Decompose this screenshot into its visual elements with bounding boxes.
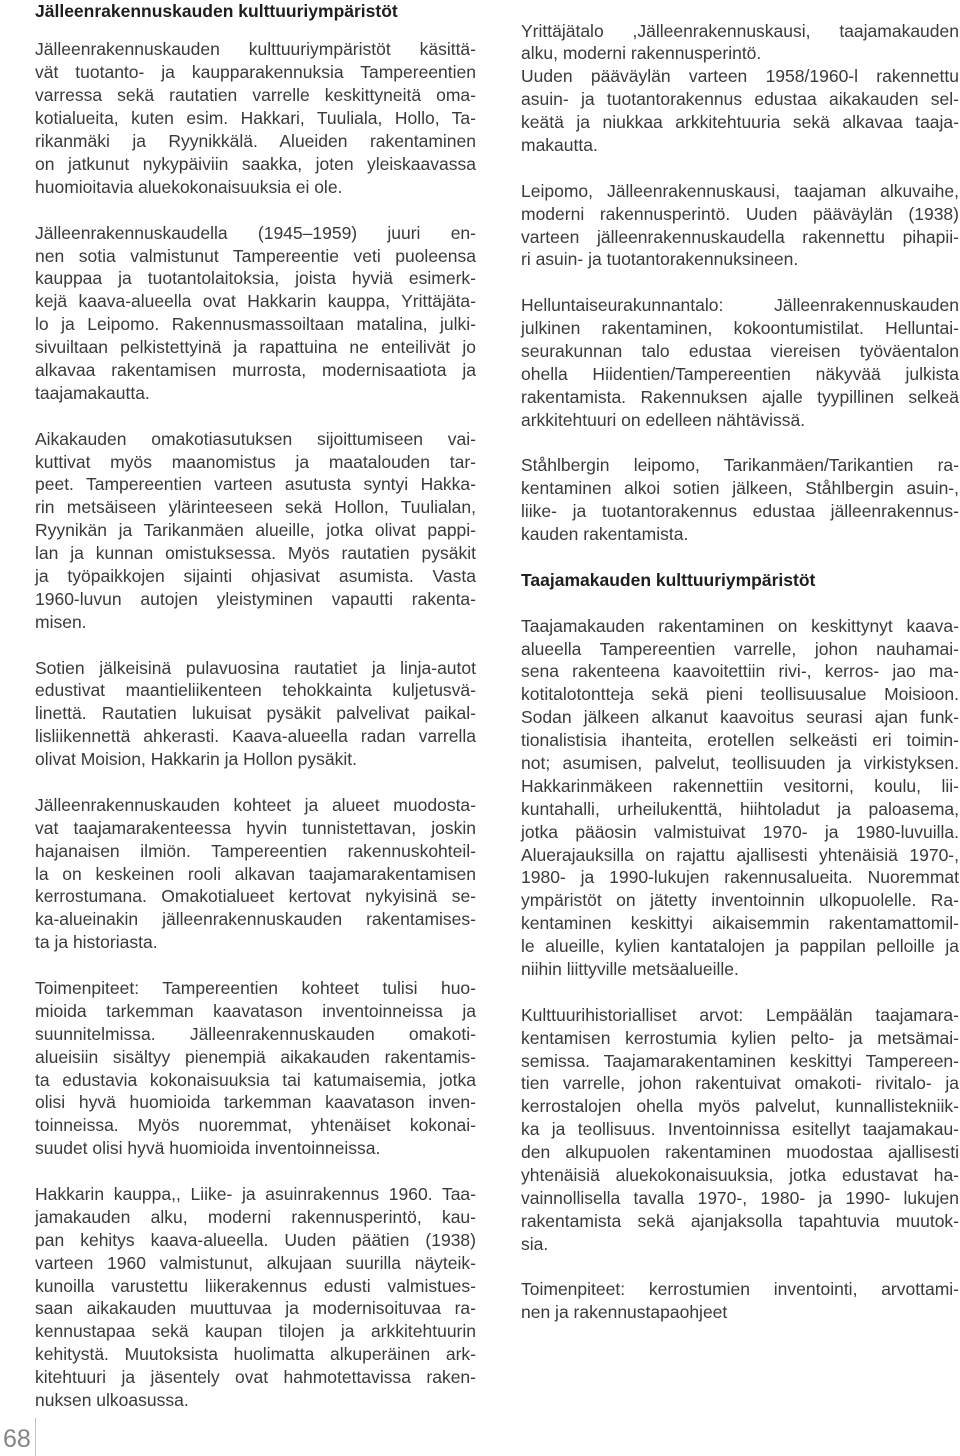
text-line: nen ja rakennustapaohjeet <box>521 1302 728 1323</box>
text-line: ympäristöt on jätetty inventoinnin ulkopuolelle. Ra- <box>521 890 959 911</box>
text-line: ka-alueinakin jälleenrakennuskauden rakentamises- <box>35 909 476 930</box>
text-line: 1960-luvun autojen yleistyminen vapautti rakenta- <box>35 588 476 609</box>
paragraph <box>521 615 959 981</box>
paragraph <box>35 657 476 771</box>
text-line: misen. <box>35 611 87 632</box>
text-line: varteen jälleenrakennuskaudella rakennettu pihapii- <box>521 226 959 247</box>
text-line: kotitalotontteja sekä pieni teollisuusalue Moisioon. <box>521 684 959 705</box>
text-line: kitehtuuri ja jäsentely ovat hahmotettavissa raken- <box>35 1367 476 1388</box>
text-line: peet. Tampereentien varteen asutusta syntyi Hakka- <box>35 474 476 495</box>
text-line: semissa. Taajamarakentaminen keskittyi Tampereen- <box>521 1050 959 1071</box>
text-line: mioida tarkemman kaavatason inventoinneissa ja <box>35 1000 476 1021</box>
text-line: huomioitavia aluekokonaisuuksia ei ole. <box>35 176 343 197</box>
text-line: toinneissa. Myös nuoremmat, yhtenäiset kokonai- <box>35 1115 476 1136</box>
text-line: Ståhlbergin leipomo, Tarikanmäen/Tarikantien ra- <box>521 455 959 476</box>
text-line: kennustapaa sekä kaupan tilojen ja arkkitehtuurin <box>35 1321 476 1342</box>
text-line: lisliikennettä ahkerasti. Kaava-alueella radan varrella <box>35 726 476 747</box>
text-line: Taajamakauden rakentaminen on keskittynyt kaava- <box>521 615 959 636</box>
text-line: on jatkunut nykypäiviin saakka, joten yleiskaavassa <box>35 153 476 174</box>
paragraph <box>521 1004 959 1256</box>
text-line: pan kehitys kaava-alueella. Uuden päätien (1938) <box>35 1229 476 1250</box>
text-line: makautta. <box>521 134 598 155</box>
right-column <box>521 20 959 1348</box>
text-line: yhtenäisiä aluekokonaisuuksia, jotka edustavat ha- <box>521 1165 959 1186</box>
text-line: Aluerajauksilla on rajattu ajallisesti yhtenäisiä 1970-, <box>521 844 959 865</box>
text-line: linettä. Rautatien lukuisat pysäkit palvelivat paikal- <box>35 703 476 724</box>
text-line: nuksen ulkoasussa. <box>35 1390 189 1411</box>
text-line: taajamakautta. <box>35 382 150 403</box>
text-line: Kulttuurihistorialliset arvot: Lempäälän taajamara- <box>521 1004 959 1025</box>
text-line: alkavaa rakentamisen murrosta, modernisaatiota ja <box>35 359 476 380</box>
text-line: vainnollisella tavalla 1970-, 1980- ja 1990- lukujen <box>521 1187 959 1208</box>
text-line: Sotien jälkeisinä pulavuosina rautatiet ja linja-autot <box>35 657 476 678</box>
text-line: kotialueita, kuten esim. Hakkari, Tuuliala, Hollo, Ta- <box>35 108 476 129</box>
text-line: olisi hyvä huomioida tarkemman kaavatason inven- <box>35 1092 476 1113</box>
text-line: nen sotia valmistunut Tampereentie veti puoleensa <box>35 245 476 266</box>
text-line: olivat Moision, Hakkarin ja Hollon pysäkit. <box>35 749 357 770</box>
text-line: vat taajamarakenteessa hyvin tunnistettavan, joskin <box>35 817 476 838</box>
text-line: suunnitelmissa. Jälleenrakennuskauden omakoti- <box>35 1023 476 1044</box>
text-line: kuttivat myös maanomistus ja maatalouden tar- <box>35 451 476 472</box>
text-line: lan ja kunnan omistuksessa. Myös rautatien pysäkit <box>35 543 476 564</box>
text-line: Jälleenrakennuskauden kohteet ja alueet muodosta- <box>35 794 476 815</box>
text-line: ri asuin- ja tuotantorakennuksineen. <box>521 249 799 270</box>
text-line: jamakauden alku, moderni rakennusperintö, kau- <box>35 1206 476 1227</box>
text-line: Yrittäjätalo ,Jälleenrakennuskausi, taajamakauden <box>521 20 959 41</box>
text-line: jotka pääosin valmistuivat 1970- ja 1980-luvuilla. <box>521 821 959 842</box>
paragraph <box>521 454 959 546</box>
text-line: la on keskeinen rooli alkavan taajamarakentamisen <box>35 863 476 884</box>
text-line: ja työpaikkojen sijainti ohjasivat asumista. Vasta <box>35 565 476 586</box>
text-line: Aikakauden omakotiasutuksen sijoittumiseen vai- <box>35 428 476 449</box>
left-column <box>35 0 476 1435</box>
paragraph <box>35 38 476 198</box>
text-line: keätä ja niukkaa arkkitehtuuria sekä alkavaa taaja- <box>521 112 959 133</box>
text-line: alku, moderni rakennusperintö. <box>521 43 762 64</box>
text-line: ta edustavia kokonaisuuksia tai katumaisemia, jotka <box>35 1069 476 1090</box>
page-number: 68 <box>3 1425 31 1453</box>
text-line: moderni rakennusperintö. Uuden pääväylän (1938) <box>521 203 959 224</box>
text-line: Hakkarin kauppa,, Liike- ja asuinrakennus 1960. Taa- <box>35 1184 476 1205</box>
text-line: rikanmäki ja Ryynikkälä. Alueiden rakentaminen <box>35 131 476 152</box>
text-line: edustivat maantieliikenteen tehokkainta kuljetusvä- <box>35 680 476 701</box>
text-line: not; asumisen, palvelut, teollisuuden ja virkistyksen. <box>521 753 959 773</box>
text-line: kauppaa ja tuotantolaitoksia, joista hyviä esimerk- <box>35 268 476 289</box>
text-line: tien varrelle, johon rakentuivat omakoti- rivitalo- ja <box>521 1073 959 1094</box>
text-line: rakentamista sekä ajanjaksolla tapahtuvia muutok- <box>521 1210 959 1231</box>
text-line: saan aikakauden muuttuvaa ja modernisoituvaa ra- <box>35 1298 476 1319</box>
text-line: Jälleenrakennuskaudella (1945–1959) juuri en- <box>35 222 476 243</box>
text-line: Jälleenrakennuskauden kulttuuriympäristöt käsittä- <box>35 39 476 60</box>
section-heading: Jälleenrakennuskauden kulttuuriympäristöt <box>35 1 398 21</box>
text-line: kentaminen alkoi sotien jälkeen, Ståhlbergin asuin-, <box>521 478 959 499</box>
text-line: alueisiin sisältyy pienempiä aikakauden rakentamis- <box>35 1046 476 1067</box>
text-line: Ryynikän ja Tarikanmäen alueille, jotka olivat pappi- <box>35 520 476 541</box>
paragraph <box>521 1278 959 1324</box>
paragraph <box>35 428 476 634</box>
text-line: Helluntaiseurakunnantalo: Jälleenrakennuskauden <box>521 295 959 316</box>
page-number-rule <box>35 1418 36 1456</box>
text-line: kentaminen keskittyi aikaisemmin rakentamattomil- <box>521 913 959 934</box>
text-line: sena rakenteena kaavoitettiin rivi-, kerros- jao ma- <box>521 661 959 682</box>
text-line: rin metsäiseen ylärinteeseen sekä Hollon, Tuulialan, <box>35 497 476 518</box>
paragraph <box>35 222 476 405</box>
text-line: kejä kaava-alueella ovat Hakkarin kauppa, Yrittäjäta- <box>35 291 476 312</box>
text-line: lo ja Leipomo. Rakennusmassoiltaan matalina, julki- <box>35 314 476 335</box>
text-line: suudet olisi hyvä huomioida inventoinneissa. <box>35 1138 381 1159</box>
text-line: ta ja historiasta. <box>35 932 158 953</box>
paragraph <box>521 180 959 272</box>
text-line: Sodan jälkeen alkanut kaavoitus seurasi ajan funk- <box>521 707 959 728</box>
paragraph <box>521 294 959 431</box>
text-line: seurakunnan talo edustaa viereisen työväentalon <box>521 340 959 361</box>
text-line: kehitystä. Muutoksista huolimatta alkuperäinen ark- <box>35 1344 476 1365</box>
text-line: julkinen rakentaminen, kokoontumistilat. Helluntai- <box>521 318 959 339</box>
text-line: 1980- ja 1990-lukujen rakennusalueita. Nuoremmat <box>521 867 959 888</box>
text-line: kerrostalojen ohella myös palvelut, kunnallistekniik- <box>521 1096 959 1117</box>
text-line: hajanaisen ilmiön. Tampereentien rakennuskohteil- <box>35 840 476 861</box>
text-line: ka ja teollisuus. Inventoinnissa esitellyt taajamakau- <box>521 1119 959 1140</box>
text-line: vät tuotanto- ja kaupparakennuksia Tampereentien <box>35 62 476 83</box>
text-line: Toimenpiteet: kerrostumien inventointi, arvottami- <box>521 1279 959 1300</box>
text-line: Toimenpiteet: Tampereentien kohteet tulisi huo- <box>35 978 476 998</box>
section-heading: Taajamakauden kulttuuriympäristöt <box>521 569 816 590</box>
text-line: den alkupuolen rakentaminen muodostaa ajallisesti <box>521 1142 959 1163</box>
text-line: rakentamista. Rakennuksen ajalle tyypillinen selkeä <box>521 386 959 407</box>
text-line: Hakkarinmäkeen rakennettiin vesitorni, koulu, lii- <box>521 775 959 796</box>
text-line: alueella Tampereentien varrelle, johon nauhamai- <box>521 638 959 659</box>
text-line: asuin- ja tuotantorakennus edustaa aikakauden sel- <box>521 89 959 110</box>
text-line: varteen 1960 valmistunut, alkujaan suurilla näyteik- <box>35 1252 476 1273</box>
text-line: niihin liittyville metsäalueille. <box>521 959 739 980</box>
text-line: ohella Hiidentien/Tampereentien näkyvää julkista <box>521 363 959 384</box>
paragraph <box>35 794 476 954</box>
paragraph <box>521 20 959 157</box>
text-line: kuntahalli, urheilukenttä, hiihtoladut ja paloasema, <box>521 798 959 819</box>
paragraph <box>35 977 476 1160</box>
text-line: kentamisen kerrostumia kylien pelto- ja metsämai- <box>521 1027 959 1048</box>
text-line: Uuden pääväylän varteen 1958/1960-l rakennettu <box>521 66 959 87</box>
text-line: arkkitehtuuri on edelleen nähtävissä. <box>521 409 806 430</box>
text-line: tionalistisia ihanteita, erotellen selkeästi eri toimin- <box>521 730 959 751</box>
text-line: varressa sekä rautatien varrelle keskittyneitä oma- <box>35 85 476 106</box>
text-line: kunoilla varustettu liikerakennus edusti valmistues- <box>35 1275 476 1296</box>
text-line: liike- ja tuotantorakennus edustaa jälleenrakennus- <box>521 501 959 522</box>
text-line: le alueille, kylien kantatalojen ja pappilan pelloille ja <box>521 936 959 957</box>
text-line: kerrostumana. Omakotialueet kertovat nykyisinä se- <box>35 886 476 907</box>
text-line: Leipomo, Jälleenrakennuskausi, taajaman alkuvaihe, <box>521 180 959 201</box>
text-line: sia. <box>521 1233 549 1254</box>
text-line: sivuiltaan pelkistettyinä ja rapattuina ne enteilivät jo <box>35 337 476 358</box>
paragraph <box>35 1183 476 1412</box>
text-line: kauden rakentamista. <box>521 524 689 545</box>
